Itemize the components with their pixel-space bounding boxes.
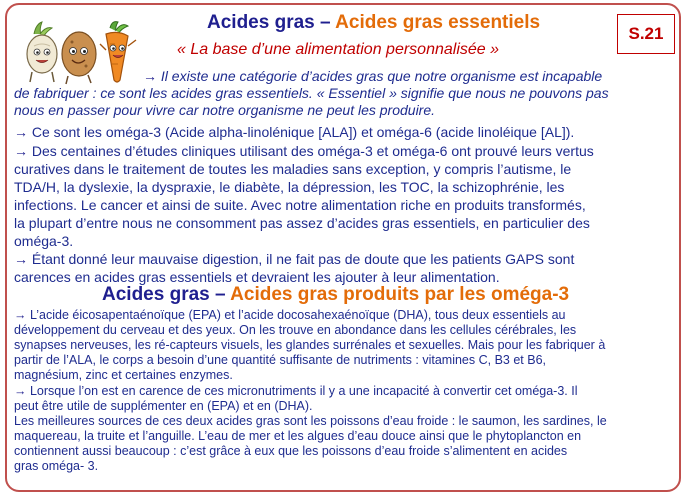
potato-icon: [62, 32, 96, 84]
arrow-right-icon: →: [14, 308, 27, 322]
paragraph-studies-line-5: la plupart d’entre nous ne consomment pas assez d’acides gras essentiels, en particulier des: [14, 215, 590, 231]
paragraph-epa-dha-line-2: développement du cerveau et des yeux. On les trouve en abondance dans les cellules cérébrales, les: [14, 323, 577, 337]
arrow-right-icon: →: [14, 124, 28, 140]
arrow-right-icon: →: [14, 143, 28, 159]
section2-title-part1: Acides gras: [102, 284, 210, 305]
page-title: [207, 12, 540, 34]
paragraph-studies-line-6: oméga-3.: [14, 233, 74, 249]
paragraph-deficiency-line-1: [14, 384, 577, 400]
title-part2: Acides gras essentiels: [335, 12, 541, 33]
paragraph-sources-line-3: contiennent aussi beaucoup : c’est grâce à eux que les poissons d’eau froide s’alimentent en acides: [14, 444, 568, 458]
intro-line-3: nous en passer pour vivre car notre organisme ne peut les produire.: [14, 102, 436, 118]
paragraph-gaps-line-1: [14, 250, 574, 268]
onion-icon: [27, 22, 57, 82]
section2-title-part2: Acides gras produits par les oméga-3: [230, 284, 570, 305]
intro-text-1: Il existe une catégorie d’acides gras que notre organisme est incapable: [160, 68, 603, 84]
paragraph-studies-line-4: infections. Le cancer et ainsi de suite. Avec notre alimentation riche en produits transformés,: [14, 197, 586, 213]
carrot-icon: [100, 22, 136, 82]
paragraph-studies-line-2: curatives dans le traitement de toutes les maladies sans exception, y compris l’autisme, le: [14, 161, 572, 177]
paragraph-epa-dha-line-1: [14, 308, 566, 324]
paragraph-omega-types-text: Ce sont les oméga-3 (Acide alpha-linolénique [ALA]) et oméga-6 (acide linoléique [AL]).: [31, 124, 575, 140]
paragraph-studies-line-1: [14, 142, 594, 160]
arrow-right-icon: →: [14, 251, 28, 267]
paragraph-epa-dha-text-1: L’acide éicosapentaénoïque (EPA) et l’acide docosahexaénoïque (DHA), tous deux essentiels au: [29, 308, 566, 322]
paragraph-sources-line-1: Les meilleures sources de ces deux acides gras sont les poissons d’eau froide : le saumon, les sardines, le: [14, 414, 607, 428]
paragraph-sources-line-4: gras oméga- 3.: [14, 459, 99, 473]
paragraph-epa-dha-line-4: partir de l’ALA, le corps a besoin d’une quantité suffisante de nutriments : vitamines C, B3 et B6,: [14, 353, 547, 367]
intro-line-1: [143, 68, 602, 85]
paragraph-omega-types: [14, 123, 574, 141]
arrow-right-icon: →: [14, 384, 27, 398]
arrow-right-icon: →: [143, 68, 157, 84]
paragraph-studies-text-1: Des centaines d’études cliniques utilisant des oméga-3 et oméga-6 ont prouvé leurs vertus: [31, 143, 594, 159]
intro-line-2: de fabriquer : ce sont les acides gras essentiels. « Essentiel » signifie que nous ne pouvons pas: [14, 85, 609, 101]
title-part1: Acides gras: [207, 12, 315, 33]
title-dash: –: [320, 12, 331, 33]
paragraph-epa-dha-line-5: magnésium, zinc et certaines enzymes.: [14, 368, 233, 382]
subtitle: « La base d’une alimentation personnalisée »: [177, 41, 500, 58]
section-heading-omega3: [102, 284, 569, 306]
vegetable-characters-icon: [22, 20, 140, 86]
slide-frame: [5, 3, 681, 492]
paragraph-gaps-line-2: carences en acides gras essentiels et devraient les ajouter à leur alimentation.: [14, 269, 500, 285]
slide-number-badge: S.21: [617, 14, 675, 54]
paragraph-gaps-text-1: Étant donné leur mauvaise digestion, il ne fait pas de doute que les patients GAPS sont: [31, 251, 575, 267]
paragraph-deficiency-line-2: peut être utile de supplémenter en (EPA) et en (DHA).: [14, 399, 313, 413]
section2-title-dash: –: [215, 284, 226, 305]
paragraph-studies-line-3: TDA/H, la dyslexie, la dyspraxie, le diabète, la dépression, les TOC, la schizophrénie, les: [14, 179, 565, 195]
paragraph-sources-line-2: maquereau, la truite et l’anguille. L’eau de mer et les algues d’eau douce ainsi que le phytoplancton en: [14, 429, 582, 443]
paragraph-epa-dha-line-3: synapses nerveuses, les ré-capteurs visuels, les glandes surrénales et sexuelles. Mais pour les fabriquer à: [14, 338, 606, 352]
paragraph-deficiency-text-1: Lorsque l’on est en carence de ces micronutriments il y a une incapacité à convertir cet oméga-3. Il: [29, 384, 578, 398]
